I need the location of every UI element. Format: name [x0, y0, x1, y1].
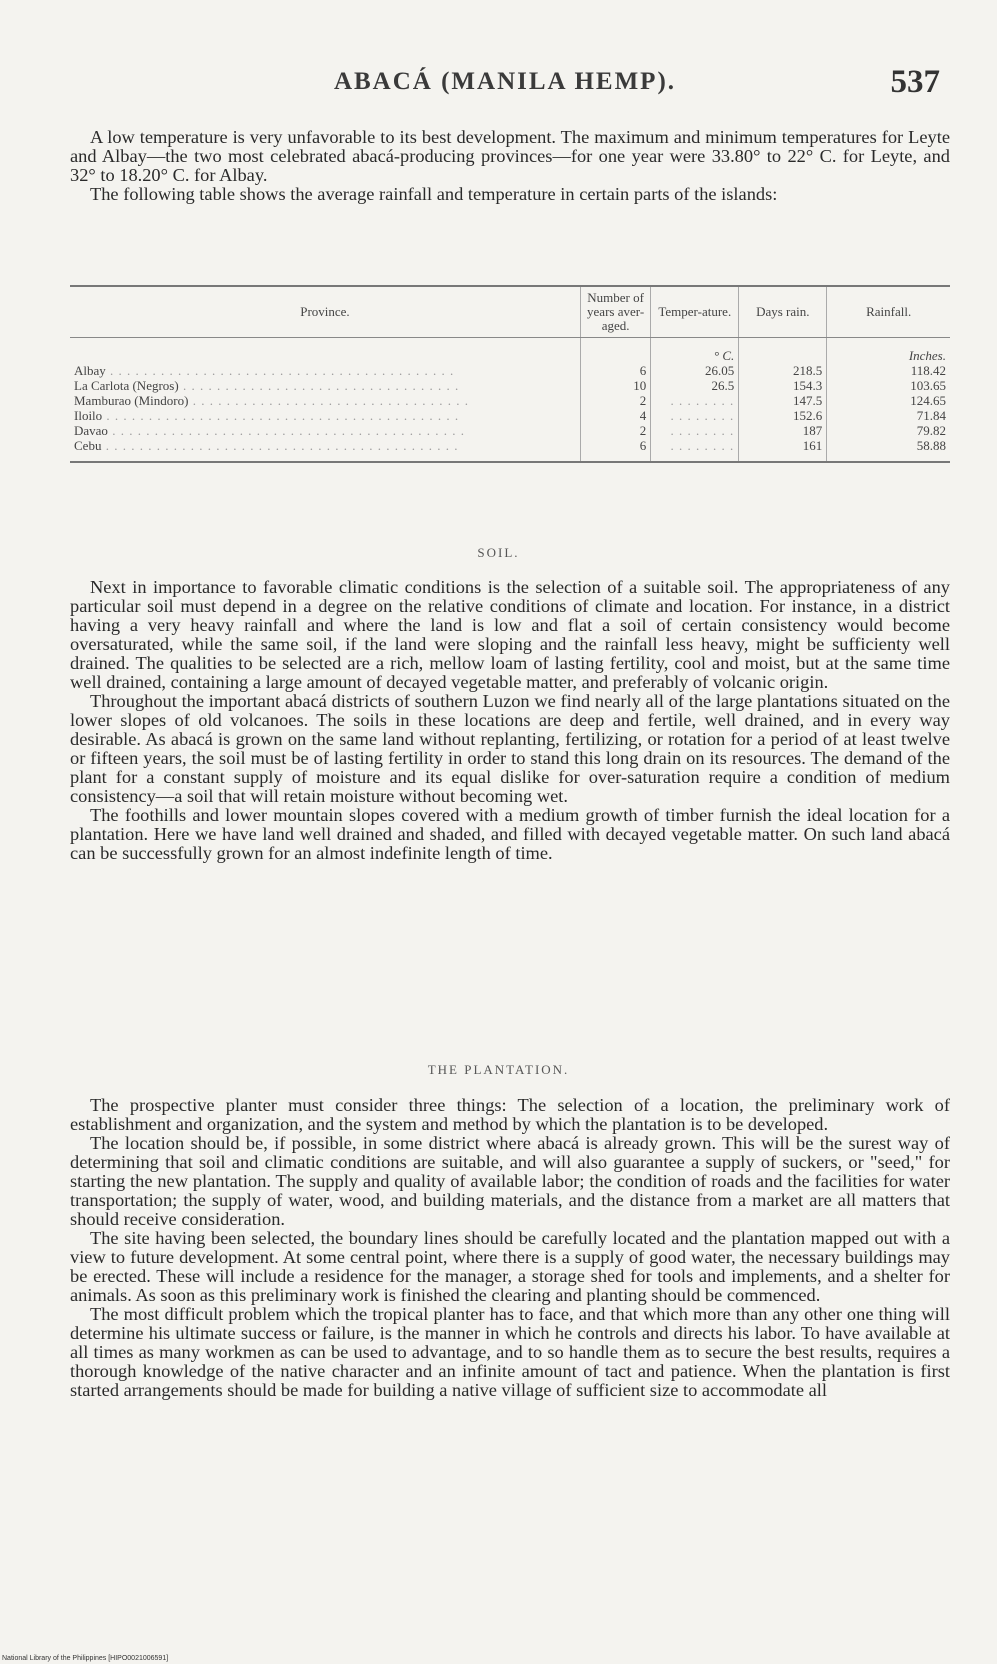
column-header: Temper-ature. — [651, 286, 739, 338]
table-cell: 118.42 — [827, 363, 950, 378]
table-header-row — [70, 286, 950, 338]
province-cell: Davao . . . . . . . . . . . . . . . . . . . . . . . . . . . . . . . . . . . . . . . . . . — [74, 423, 465, 438]
table-cell: 124.65 — [827, 393, 950, 408]
units-cell — [70, 338, 580, 364]
table-cell: . . . . . . . . — [651, 423, 739, 438]
table-cell: 79.82 — [827, 423, 950, 438]
soil-section — [70, 578, 950, 863]
column-header: Province. — [70, 286, 580, 338]
table-cell: 154.3 — [739, 378, 827, 393]
page-header — [70, 64, 940, 108]
table-cell: 58.88 — [827, 438, 950, 462]
table-cell: 218.5 — [739, 363, 827, 378]
section-heading-soil: SOIL. — [477, 545, 520, 560]
paragraph: The location should be, if possible, in some district where abacá is already grown. This will be the surest way of determining that soil and climatic conditions are suitable, and will also guarantee a supply of suckers, or "seed," for starting the new plantation. The supply and quality of available labor; the condition of roads and the facilities for water transportation; the supply of water, wood, and building materials, and the distance from a market are all matters that should receive consideration. — [70, 1133, 950, 1229]
paragraph: A low temperature is very unfavorable to its best development. The maximum and minimum temperatures for Leyte and Albay—the two most celebrated abacá-producing provinces—for one year were 33.80° to 22° C. for Leyte, and 32° to 18.20° C. for Albay. — [70, 127, 950, 185]
province-cell: La Carlota (Negros) . . . . . . . . . . . . . . . . . . . . . . . . . . . . . . . . . — [74, 378, 460, 393]
paragraph: Throughout the important abacá districts of southern Luzon we find nearly all of the large plantations situated on the lower slopes of old volcanoes. The soils in these locations are deep and fertile, well drained, and in every way desirable. As abacá is grown on the same land without replanting, fertilizing, or rotation for a period of at least twelve or fifteen years, the soil must be of lasting fertility in order to stand this long drain on its resources. The demand of the plant for a constant supply of moisture and its equal dislike for over-saturation require a condition of medium consistency—a soil that will retain moisture without becoming wet. — [70, 691, 950, 806]
rainfall-table — [70, 285, 950, 463]
units-cell — [580, 338, 650, 364]
column-header: Rainfall. — [827, 286, 950, 338]
table-cell: 71.84 — [827, 408, 950, 423]
table-cell: . . . . . . . . — [651, 408, 739, 423]
table-row — [70, 408, 950, 423]
units-row — [70, 338, 950, 364]
province-cell: Mamburao (Mindoro) . . . . . . . . . . . . . . . . . . . . . . . . . . . . . . . . . — [74, 393, 469, 408]
table-row — [70, 423, 950, 438]
paragraph: Next in importance to favorable climatic conditions is the selection of a suitable soil. The appropriateness of any particular soil must depend in a degree on the relative conditions of climate and location. For instance, in a district having a very heavy rainfall and where the land is low and flat a soil of certain consistency would become oversaturated, while the same soil, if the land were sloping and the rainfall less heavy, might be sufficienty well drained. The qualities to be selected are a rich, mellow loam of lasting fertility, cool and moist, but at the same time well drained, containing a large amount of decayed vegetable matter, and preferably of volcanic origin. — [70, 577, 950, 692]
table-cell: 2 — [580, 393, 650, 408]
table-cell: 26.5 — [651, 378, 739, 393]
table-cell: 147.5 — [739, 393, 827, 408]
running-title: ABACÁ (MANILA HEMP). — [333, 68, 677, 95]
table-cell: 10 — [580, 378, 650, 393]
table-cell: 2 — [580, 423, 650, 438]
table-cell: . . . . . . . . — [651, 438, 739, 462]
paragraph: The following table shows the average rainfall and temperature in certain parts of the islands: — [90, 184, 778, 204]
province-cell: Cebu . . . . . . . . . . . . . . . . . . . . . . . . . . . . . . . . . . . . . . . . . . — [70, 438, 580, 462]
table-cell: 6 — [580, 363, 650, 378]
province-cell: Iloilo . . . . . . . . . . . . . . . . . . . . . . . . . . . . . . . . . . . . . . . . . . — [74, 408, 460, 423]
column-header: Number of years aver-aged. — [580, 286, 650, 338]
table-cell: 187 — [739, 423, 827, 438]
paragraph: The site having been selected, the boundary lines should be carefully located and the plantation mapped out with a view to future development. At some central point, where there is a supply of good water, the necessary buildings may be erected. These will include a residence for the manager, a storage shed for tools and implements, and a shelter for animals. As soon as this preliminary work is finished the clearing and planting should be commenced. — [70, 1228, 950, 1305]
units-cell: ° C. — [651, 338, 739, 364]
intro-section — [70, 128, 950, 204]
paragraph: The prospective planter must consider three things: The selection of a location, the preliminary work of establishment and organization, and the system and method by which the plantation is to be developed. — [70, 1095, 950, 1134]
library-footer-note: National Library of the Philippines [HIPO0021006591] — [2, 1655, 169, 1662]
table-cell: 26.05 — [651, 363, 739, 378]
column-header: Days rain. — [739, 286, 827, 338]
table-cell: 103.65 — [827, 378, 950, 393]
table-cell: 6 — [580, 438, 650, 462]
page-number: 537 — [890, 64, 940, 100]
table-cell: . . . . . . . . — [651, 393, 739, 408]
table-cell: 4 — [580, 408, 650, 423]
units-cell — [739, 338, 827, 364]
section-heading-plantation: THE PLANTATION. — [427, 1062, 570, 1077]
paragraph: The foothills and lower mountain slopes covered with a medium growth of timber furnish the ideal location for a plantation. Here we have land well drained and shaded, and filled with decayed vegetable matter. On such land abacá can be successfully grown for an almost indefinite length of time. — [70, 805, 950, 863]
table-cell: 152.6 — [739, 408, 827, 423]
units-cell: Inches. — [827, 338, 950, 364]
table-row — [70, 363, 950, 378]
table-row — [70, 393, 950, 408]
table-cell: 161 — [739, 438, 827, 462]
paragraph: The most difficult problem which the tropical planter has to face, and that which more than any other one thing will determine his ultimate success or failure, is the manner in which he controls and directs his labor. To have available at all times as many workmen as can be used to advantage, and to so handle them as to secure the best results, requires a thorough knowledge of the native character and an infinite amount of tact and patience. When the plantation is first started arrangements should be made for building a native village of sufficient size to accommodate all — [70, 1304, 950, 1400]
province-cell: Albay . . . . . . . . . . . . . . . . . . . . . . . . . . . . . . . . . . . . . . . . . — [74, 363, 455, 378]
table-row — [70, 378, 950, 393]
table-row — [70, 438, 950, 462]
plantation-section — [70, 1096, 950, 1400]
